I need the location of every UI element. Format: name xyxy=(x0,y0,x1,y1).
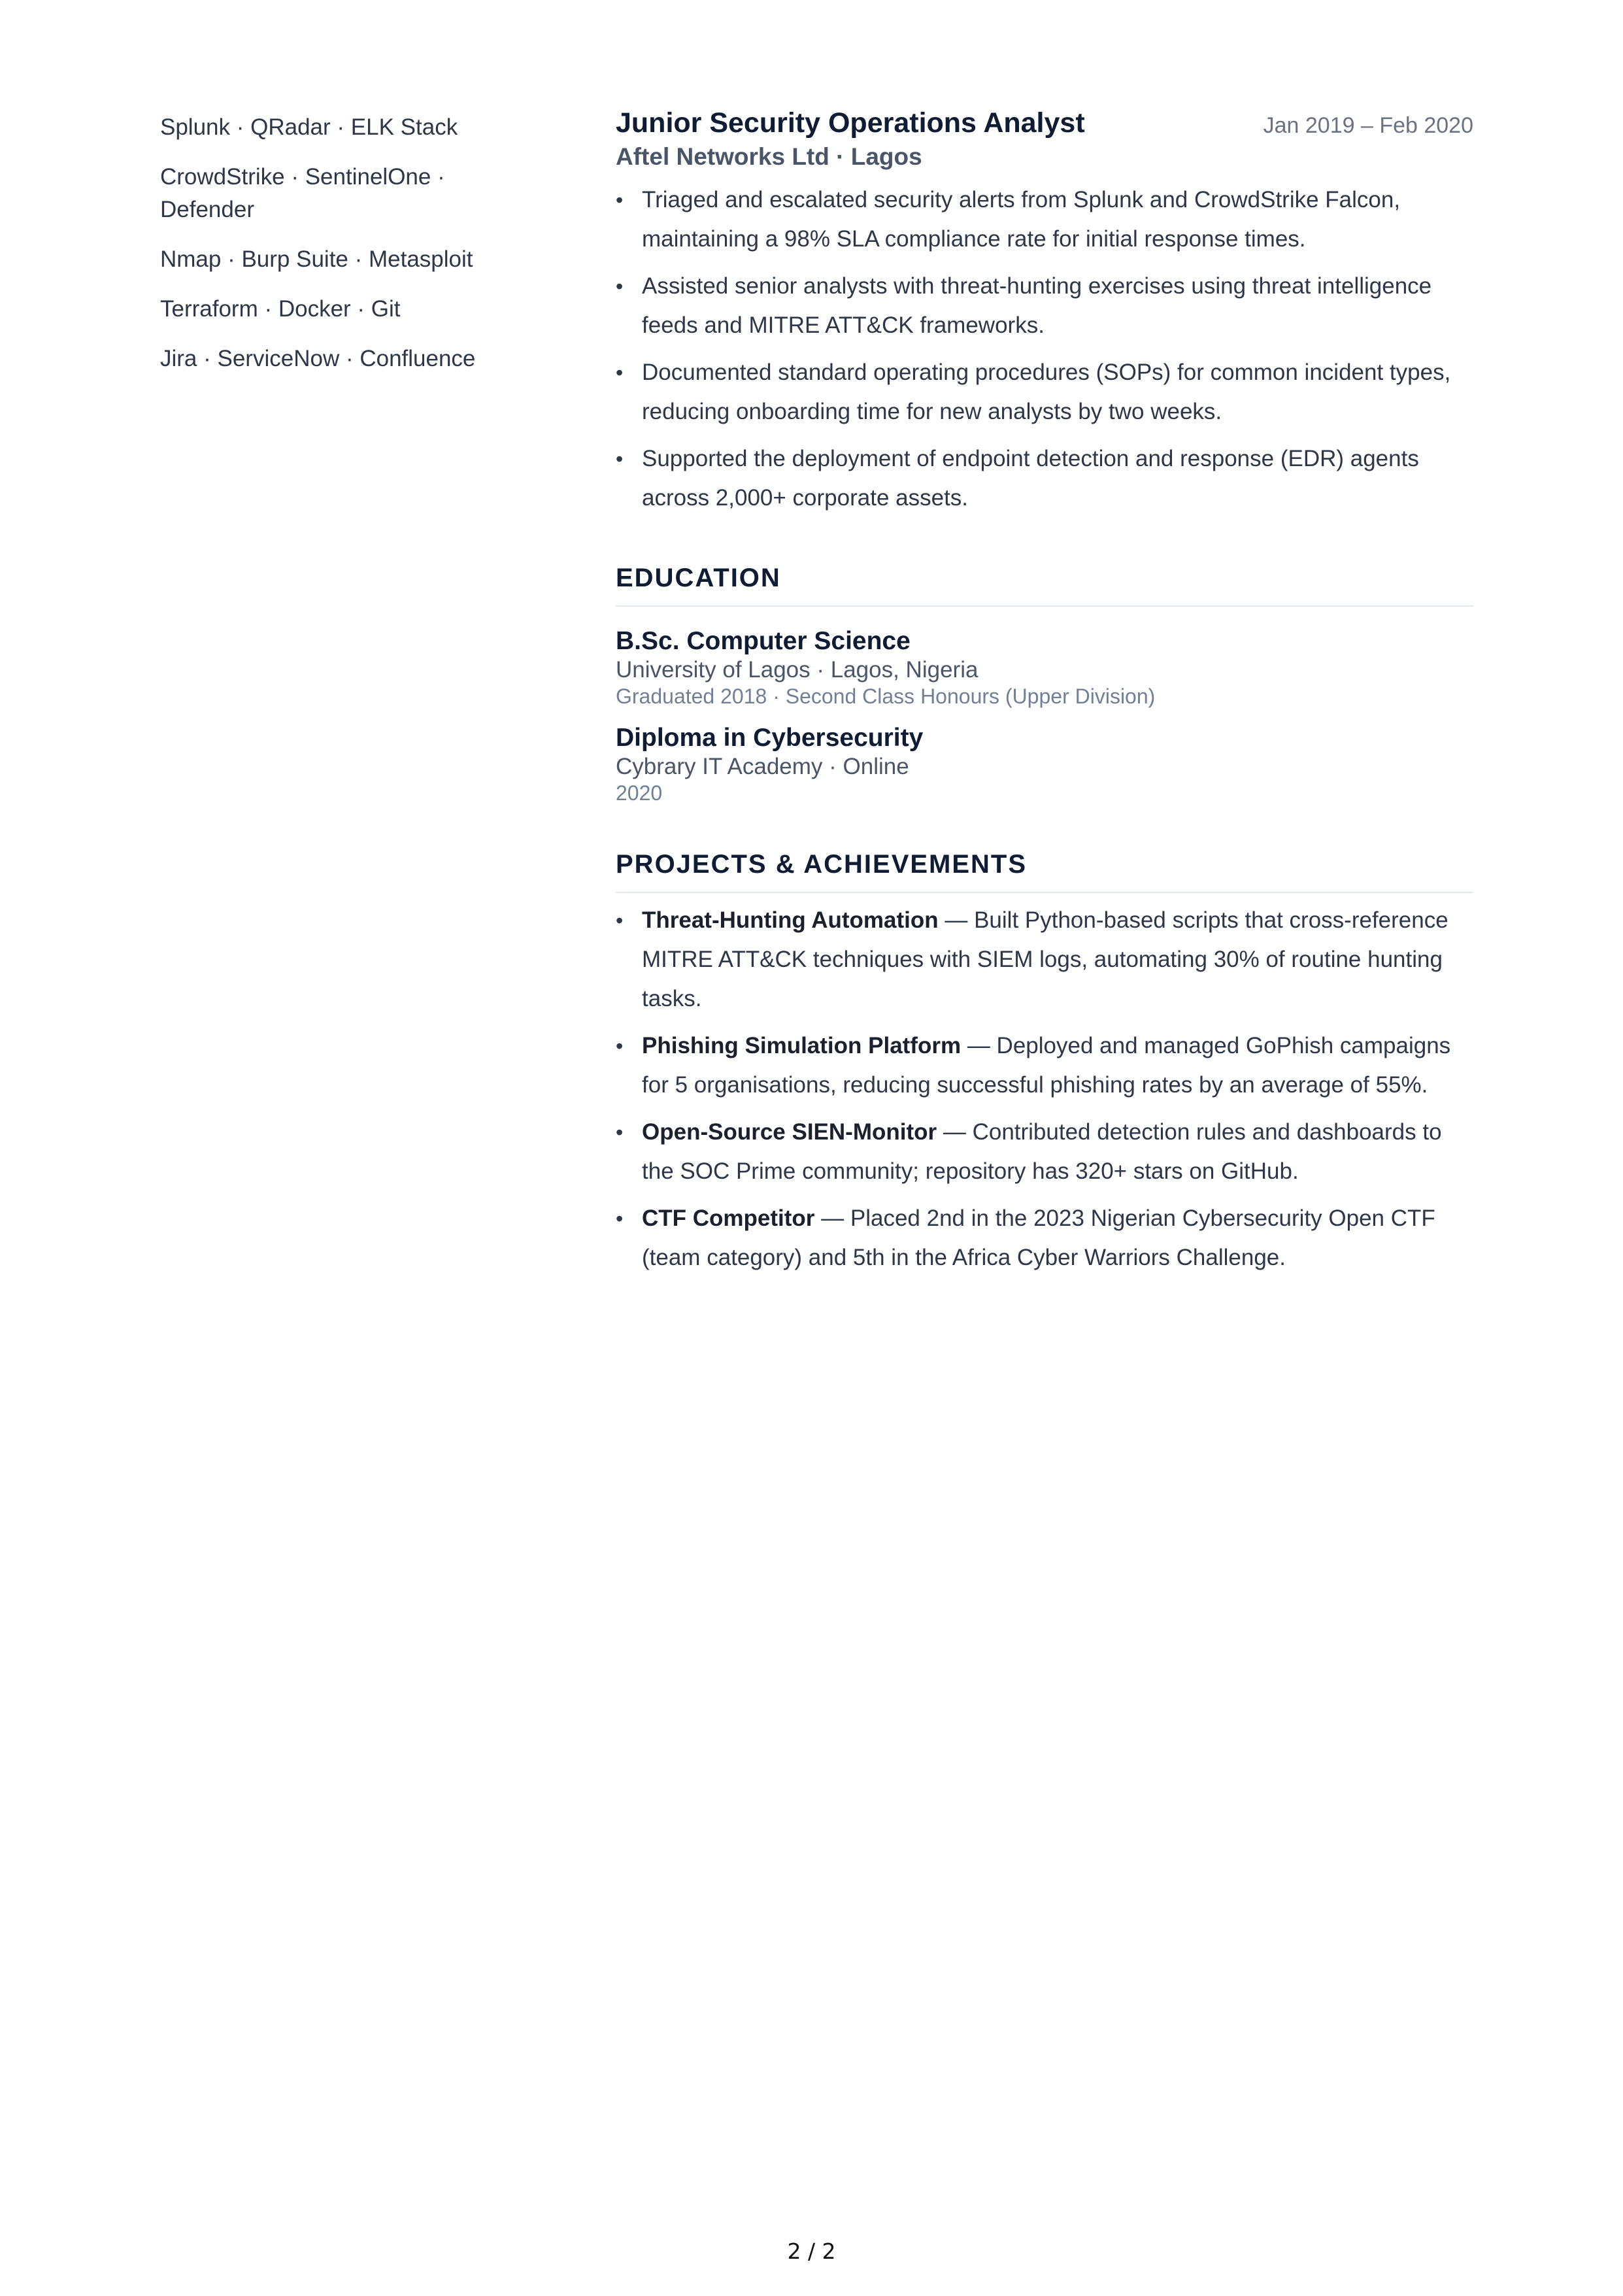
skill-line: Terraform · Docker · Git xyxy=(160,296,401,322)
job-company: Aftel Networks Ltd · Lagos xyxy=(616,143,922,170)
list-item xyxy=(616,1199,1473,1277)
education-section xyxy=(616,560,1473,805)
project-name: Open-Source SIEN-Monitor xyxy=(642,1119,937,1145)
project-name: Threat-Hunting Automation xyxy=(642,907,939,933)
skills-sidebar xyxy=(160,111,526,392)
education-school: University of Lagos · Lagos, Nigeria xyxy=(616,657,979,683)
bullet-text: Supported the deployment of endpoint detection and response (EDR) agents across 2,000+ corporate assets. xyxy=(642,446,1419,511)
skill-line: Nmap · Burp Suite · Metasploit xyxy=(160,246,473,272)
list-item xyxy=(616,901,1473,1019)
bullet-text: Assisted senior analysts with threat-hunting exercises using threat intelligence feeds and MITRE ATT&CK frameworks. xyxy=(642,273,1432,338)
bullet-icon: • xyxy=(616,1034,624,1058)
bullet-text: Triaged and escalated security alerts from Splunk and CrowdStrike Falcon, maintaining a 98% SLA compliance rate for initial response times. xyxy=(642,187,1401,252)
bullet-text: Documented standard operating procedures (SOPs) for common incident types, reducing onboarding time for new analysts by two weeks. xyxy=(642,360,1451,424)
section-title: PROJECTS & ACHIEVEMENTS xyxy=(616,846,1473,893)
list-item xyxy=(616,267,1473,345)
education-entry xyxy=(616,723,1473,805)
skill-line: Splunk · QRadar · ELK Stack xyxy=(160,114,458,140)
job-title: Junior Security Operations Analyst xyxy=(616,107,1085,139)
bullet-icon: • xyxy=(616,275,624,298)
education-meta: Graduated 2018 · Second Class Honours (Upper Division) xyxy=(616,684,1156,708)
projects-list xyxy=(616,901,1473,1277)
project-description: — Deployed and managed GoPhish campaigns for 5 organisations, reducing successful phishing rates by an average of 55%. xyxy=(642,1033,1451,1098)
bullet-icon: • xyxy=(616,1121,624,1144)
project-name: CTF Competitor xyxy=(642,1206,815,1231)
education-meta: 2020 xyxy=(616,781,663,805)
experience-entry xyxy=(616,105,1473,518)
bullet-icon: • xyxy=(616,1207,624,1230)
bullet-icon: • xyxy=(616,447,624,471)
job-dates: Jan 2019 – Feb 2020 xyxy=(1263,113,1473,138)
list-item xyxy=(616,439,1473,518)
skill-line: CrowdStrike · SentinelOne · Defender xyxy=(160,164,445,222)
projects-section xyxy=(616,846,1473,1277)
job-header xyxy=(616,105,1473,141)
list-item xyxy=(616,1113,1473,1191)
bullet-icon: • xyxy=(616,188,624,212)
education-school: Cybrary IT Academy · Online xyxy=(616,754,909,779)
education-degree: Diploma in Cybersecurity xyxy=(616,724,924,752)
section-title: EDUCATION xyxy=(616,560,1473,607)
bullet-icon: • xyxy=(616,909,624,932)
list-item xyxy=(616,180,1473,259)
job-bullet-list xyxy=(616,180,1473,518)
list-item xyxy=(616,353,1473,431)
education-degree: B.Sc. Computer Science xyxy=(616,627,911,655)
skill-line: Jira · ServiceNow · Confluence xyxy=(160,346,476,371)
project-description: — Contributed detection rules and dashboards to the SOC Prime community; repository has 320+ stars on GitHub. xyxy=(642,1119,1442,1184)
project-description: — Placed 2nd in the 2023 Nigerian Cybersecurity Open CTF (team category) and 5th in the Africa Cyber Warriors Challenge. xyxy=(642,1206,1435,1270)
page-number: 2 / 2 xyxy=(787,2238,836,2264)
bullet-icon: • xyxy=(616,361,624,384)
project-description: — Built Python-based scripts that cross-reference MITRE ATT&CK techniques with SIEM logs, automating 30% of routine hunting tasks. xyxy=(642,907,1448,1011)
education-entry xyxy=(616,626,1473,709)
project-name: Phishing Simulation Platform xyxy=(642,1033,962,1058)
main-column xyxy=(616,105,1473,1285)
list-item xyxy=(616,1026,1473,1105)
